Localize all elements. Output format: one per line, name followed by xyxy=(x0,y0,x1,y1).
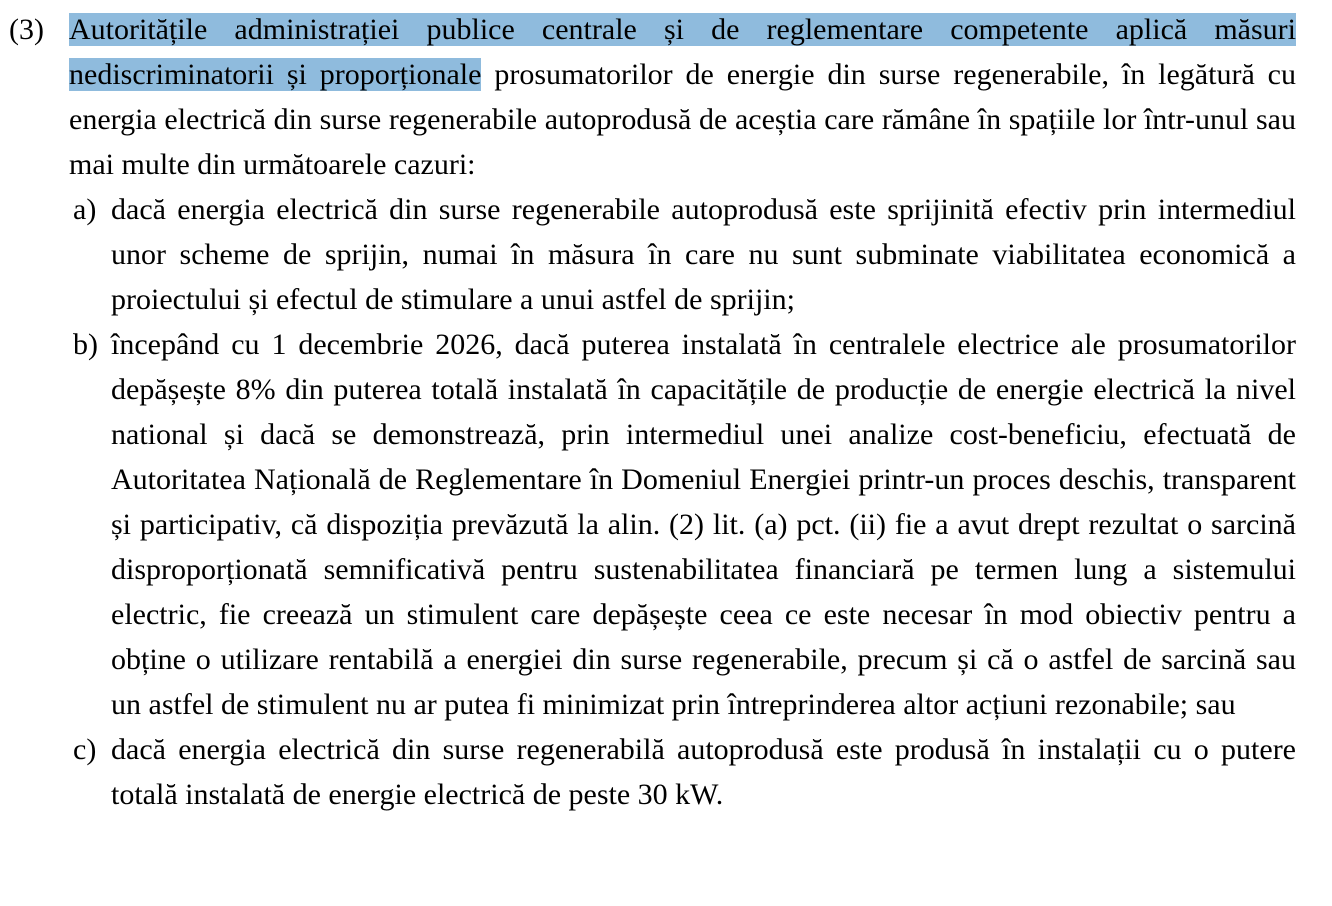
paragraph-number: (3) xyxy=(9,13,44,46)
paragraph-3 xyxy=(0,7,1296,187)
list-item-c xyxy=(0,727,1296,817)
list-item-letter: c) xyxy=(73,733,97,766)
list-item-text: începând cu 1 decembrie 2026, dacă puterea instalată în centralele electrice ale prosumatorilor depășește 8% din puterea totală instalată în capacitățile de producție de energie electrică la nivel national și dacă se demonstrează, prin intermediul unei analize cost-beneficiu, efectuată de Autoritatea Națională de Reglementare în Domeniul Energiei printr-un proces deschis, transparent și participativ, că dispoziția prevăzută la alin. (2) lit. (a) pct. (ii) fie a avut drept rezultat o sarcină disproporționată semnificativă pentru sustenabilitatea financiară pe termen lung a sistemului electric, fie creează un stimulent care depășește ceea ce este necesar în mod obiectiv pentru a obține o utilizare rentabilă a energiei din surse regenerabile, precum și că o astfel de sarcină sau un astfel de stimulent nu ar putea fi minimizat prin întreprinderea altor acțiuni rezonabile; sau xyxy=(111,328,1296,721)
list-item-letter: a) xyxy=(73,193,97,226)
list-item-b xyxy=(0,322,1296,727)
paragraph-text: prosumatorilor de energie din surse regenerabile, în legătură cu energia electrică din surse regenerabile autoprodusă de aceștia care rămâne în spațiile lor într-unul sau mai multe din următoarele cazuri: xyxy=(69,58,1297,181)
list-item-text: dacă energia electrică din surse regenerabilă autoprodusă este produsă în instalații cu o putere totală instalată de energie electrică de peste 30 kW. xyxy=(111,733,1296,811)
document-body xyxy=(0,7,1332,817)
list-item-a xyxy=(0,187,1296,322)
list-item-text: dacă energia electrică din surse regenerabile autoprodusă este sprijinită efectiv prin intermediul unor scheme de sprijin, numai în măsura în care nu sunt subminate viabilitatea economică a proiectului și efectul de stimulare a unui astfel de sprijin; xyxy=(111,193,1296,316)
list-item-letter: b) xyxy=(73,328,98,361)
highlighted-text[interactable]: Autoritățile administrației publice centrale și de reglementare competente aplică măsuri nediscriminatorii și proporționale xyxy=(69,13,1296,91)
